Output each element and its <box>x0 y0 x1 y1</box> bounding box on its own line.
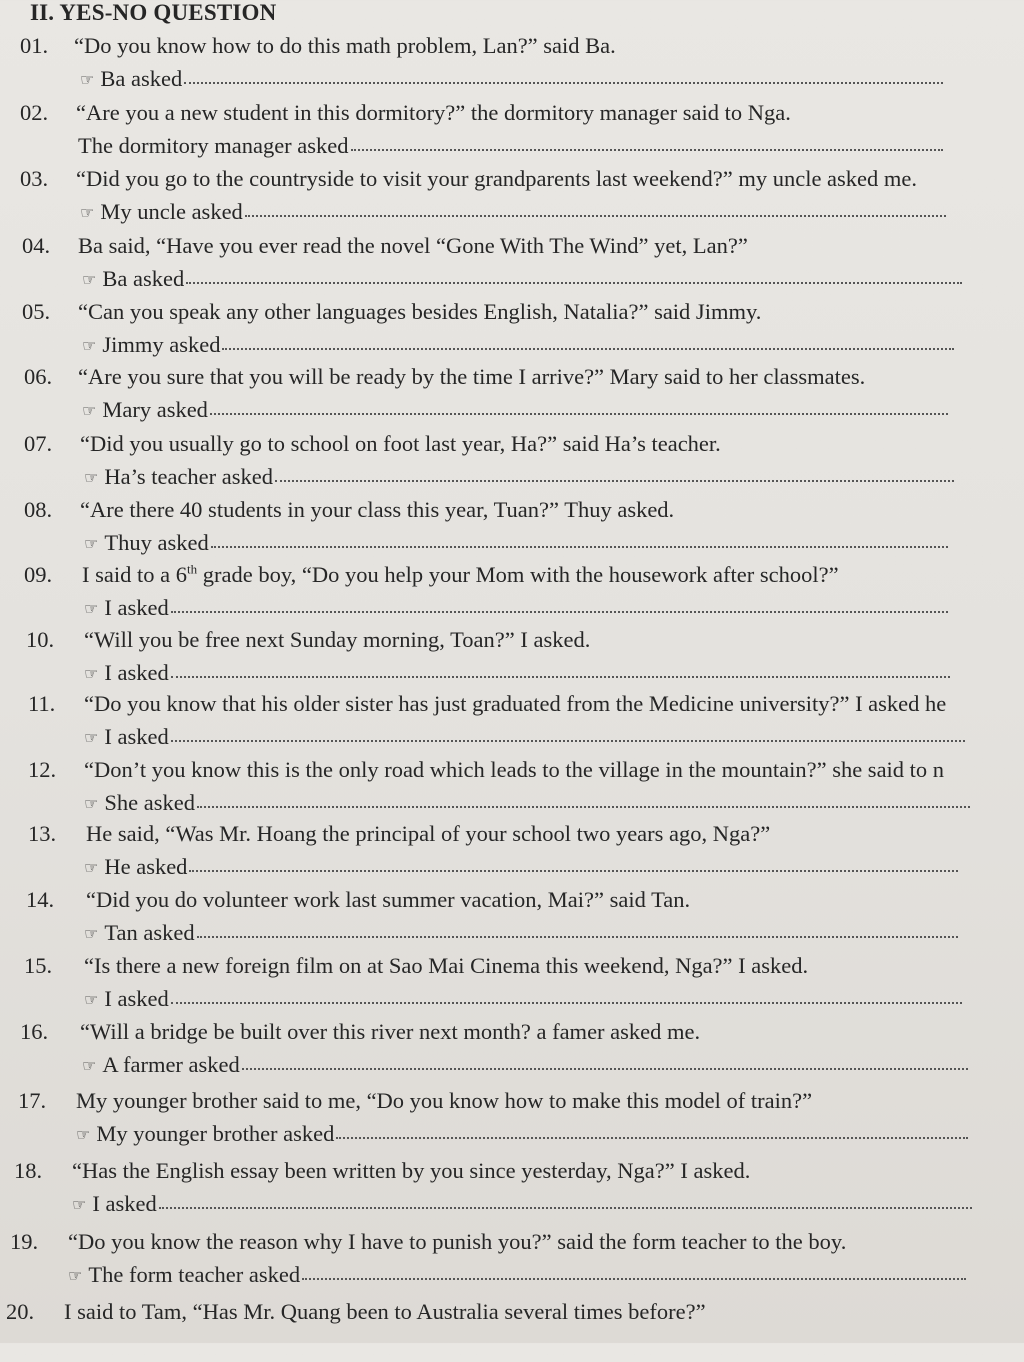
question-text: “Are you a new student in this dormitory?” the dormitory manager said to Nga. <box>76 100 791 125</box>
question-item <box>0 818 1024 884</box>
answer-prompt: Tan asked <box>104 920 195 945</box>
question-item <box>0 1085 1024 1151</box>
answer-line[interactable] <box>82 329 954 361</box>
answer-line[interactable] <box>72 1188 972 1220</box>
answer-blank[interactable] <box>302 1276 966 1280</box>
question-text: “Can you speak any other languages besides English, Natalia?” said Jimmy. <box>78 299 762 324</box>
answer-blank[interactable] <box>189 868 958 872</box>
answer-prompt: I asked <box>104 660 169 685</box>
answer-blank[interactable] <box>171 1000 962 1004</box>
question-text: “Did you usually go to school on foot last year, Ha?” said Ha’s teacher. <box>80 431 721 456</box>
answer-prompt: My younger brother asked <box>96 1121 335 1146</box>
question-text: “Are there 40 students in your class this year, Tuan?” Thuy asked. <box>80 497 675 522</box>
question-number: 13. <box>28 821 57 846</box>
ordinal-superscript: th <box>186 561 198 577</box>
question-item <box>0 494 1024 560</box>
pointing-hand-icon: ☞ <box>82 270 97 289</box>
question-number: 14. <box>26 887 55 912</box>
answer-prompt: Thuy asked <box>104 530 209 555</box>
question-text-part: grade boy, “Do you help your Mom with the housework after school?” <box>197 562 839 587</box>
question-number: 15. <box>24 953 53 978</box>
section-title: II. YES-NO QUESTION <box>30 0 277 25</box>
question-item <box>0 428 1024 494</box>
question-text: “Are you sure that you will be ready by the time I arrive?” Mary said to her classmates. <box>78 364 866 389</box>
answer-blank[interactable] <box>245 213 946 217</box>
answer-prompt: I asked <box>104 724 169 749</box>
pointing-hand-icon: ☞ <box>84 664 99 683</box>
answer-blank[interactable] <box>242 1066 968 1070</box>
pointing-hand-icon: ☞ <box>76 1125 91 1144</box>
pointing-hand-icon: ☞ <box>84 794 99 813</box>
answer-blank[interactable] <box>171 738 965 742</box>
question-text: “Do you know that his older sister has just graduated from the Medicine university?” I asked he <box>84 691 947 716</box>
answer-line[interactable] <box>68 1259 966 1291</box>
question-text-part: I said to a 6 <box>82 562 187 587</box>
question-text: “Has the English essay been written by you since yesterday, Nga?” I asked. <box>72 1158 751 1183</box>
question-number: 05. <box>22 299 51 324</box>
question-item <box>0 950 1024 1016</box>
answer-blank[interactable] <box>211 544 948 548</box>
answer-prompt: Ba asked <box>102 266 185 291</box>
question-item <box>0 884 1024 950</box>
question-text: “Will a bridge be built over this river next month? a famer asked me. <box>80 1019 701 1044</box>
answer-blank[interactable] <box>351 147 943 151</box>
answer-blank[interactable] <box>197 934 958 938</box>
answer-line[interactable] <box>80 63 943 95</box>
question-text: He said, “Was Mr. Hoang the principal of your school two years ago, Nga?” <box>86 821 771 846</box>
question-number: 11. <box>28 691 56 716</box>
question-text: My younger brother said to me, “Do you know how to make this model of train?” <box>76 1088 813 1113</box>
question-number: 19. <box>10 1229 39 1254</box>
answer-blank[interactable] <box>186 280 962 284</box>
answer-line[interactable] <box>84 983 962 1015</box>
question-item <box>0 559 1024 625</box>
question-text: “Will you be free next Sunday morning, Toan?” I asked. <box>84 627 591 652</box>
question-text: Ba said, “Have you ever read the novel “Gone With The Wind” yet, Lan?” <box>78 233 748 258</box>
answer-prompt: She asked <box>104 790 195 815</box>
pointing-hand-icon: ☞ <box>80 203 95 222</box>
answer-prompt: The dormitory manager asked <box>78 133 349 158</box>
answer-line[interactable] <box>84 851 958 883</box>
question-item <box>0 163 1024 229</box>
question-item <box>0 1226 1024 1292</box>
question-text: “Don’t you know this is the only road which leads to the village in the mountain?” she said to n <box>84 757 945 782</box>
answer-blank[interactable] <box>210 411 948 415</box>
pointing-hand-icon: ☞ <box>84 468 99 487</box>
question-text: I said to Tam, “Has Mr. Quang been to Australia several times before?” <box>64 1299 706 1324</box>
pointing-hand-icon: ☞ <box>80 70 95 89</box>
question-text: “Did you do volunteer work last summer vacation, Mai?” said Tan. <box>86 887 691 912</box>
question-number: 09. <box>24 562 53 587</box>
question-number: 10. <box>26 627 55 652</box>
pointing-hand-icon: ☞ <box>84 599 99 618</box>
answer-blank[interactable] <box>222 346 954 350</box>
answer-line[interactable] <box>80 196 946 228</box>
answer-prompt: A farmer asked <box>102 1052 240 1077</box>
question-item <box>0 230 1024 296</box>
question-item <box>0 1155 1024 1221</box>
question-number: 04. <box>22 233 51 258</box>
answer-line[interactable] <box>84 592 948 624</box>
answer-line[interactable] <box>84 787 970 819</box>
pointing-hand-icon: ☞ <box>82 401 97 420</box>
pointing-hand-icon: ☞ <box>72 1195 87 1214</box>
pointing-hand-icon: ☞ <box>84 924 99 943</box>
answer-prompt: I asked <box>92 1191 157 1216</box>
answer-line[interactable] <box>82 394 948 426</box>
answer-blank[interactable] <box>184 80 943 84</box>
answer-line[interactable] <box>84 721 965 753</box>
question-number: 06. <box>24 364 53 389</box>
answer-line[interactable] <box>84 527 948 559</box>
answer-line[interactable] <box>76 1118 968 1150</box>
answer-blank[interactable] <box>197 804 970 808</box>
question-number: 12. <box>28 757 57 782</box>
question-number: 03. <box>20 166 49 191</box>
question-number: 07. <box>24 431 53 456</box>
question-number: 02. <box>20 100 49 125</box>
question-item <box>0 361 1024 427</box>
question-number: 18. <box>14 1158 43 1183</box>
answer-line[interactable] <box>84 917 958 949</box>
answer-blank[interactable] <box>171 674 950 678</box>
answer-prompt: The form teacher asked <box>88 1262 301 1287</box>
question-number: 17. <box>18 1088 47 1113</box>
answer-line[interactable] <box>78 130 943 162</box>
answer-line[interactable] <box>82 263 962 295</box>
answer-line[interactable] <box>84 461 954 493</box>
answer-prompt: Ha’s teacher asked <box>104 464 274 489</box>
question-text: “Did you go to the countryside to visit your grandparents last weekend?” my uncle asked me. <box>76 166 918 191</box>
question-item <box>0 296 1024 362</box>
question-item <box>0 754 1024 820</box>
question-item <box>0 30 1024 96</box>
answer-blank[interactable] <box>275 478 954 482</box>
question-item <box>0 624 1024 690</box>
question-text <box>82 559 839 591</box>
question-number: 20. <box>6 1299 35 1324</box>
pointing-hand-icon: ☞ <box>68 1266 83 1285</box>
answer-blank[interactable] <box>171 609 948 613</box>
answer-line[interactable] <box>82 1049 968 1081</box>
question-item <box>0 1016 1024 1082</box>
question-item <box>0 688 1024 754</box>
answer-line[interactable] <box>84 657 950 689</box>
pointing-hand-icon: ☞ <box>84 858 99 877</box>
question-text: “Is there a new foreign film on at Sao Mai Cinema this weekend, Nga?” I asked. <box>84 953 809 978</box>
pointing-hand-icon: ☞ <box>82 336 97 355</box>
pointing-hand-icon: ☞ <box>84 728 99 747</box>
answer-prompt: Jimmy asked <box>102 332 221 357</box>
answer-blank[interactable] <box>336 1135 968 1139</box>
answer-prompt: My uncle asked <box>100 199 243 224</box>
question-number: 08. <box>24 497 53 522</box>
question-item <box>0 1296 1024 1362</box>
answer-prompt: I asked <box>104 986 169 1011</box>
question-number: 01. <box>20 33 49 58</box>
pointing-hand-icon: ☞ <box>84 990 99 1009</box>
question-number: 16. <box>20 1019 49 1044</box>
answer-prompt: Mary asked <box>102 397 208 422</box>
answer-prompt: Ba asked <box>100 66 183 91</box>
answer-prompt: I asked <box>104 595 169 620</box>
pointing-hand-icon: ☞ <box>82 1056 97 1075</box>
answer-prompt: He asked <box>104 854 188 879</box>
pointing-hand-icon: ☞ <box>84 534 99 553</box>
question-item <box>0 97 1024 163</box>
question-text: “Do you know how to do this math problem, Lan?” said Ba. <box>74 33 616 58</box>
answer-blank[interactable] <box>159 1205 972 1209</box>
question-text: “Do you know the reason why I have to punish you?” said the form teacher to the boy. <box>68 1229 847 1254</box>
